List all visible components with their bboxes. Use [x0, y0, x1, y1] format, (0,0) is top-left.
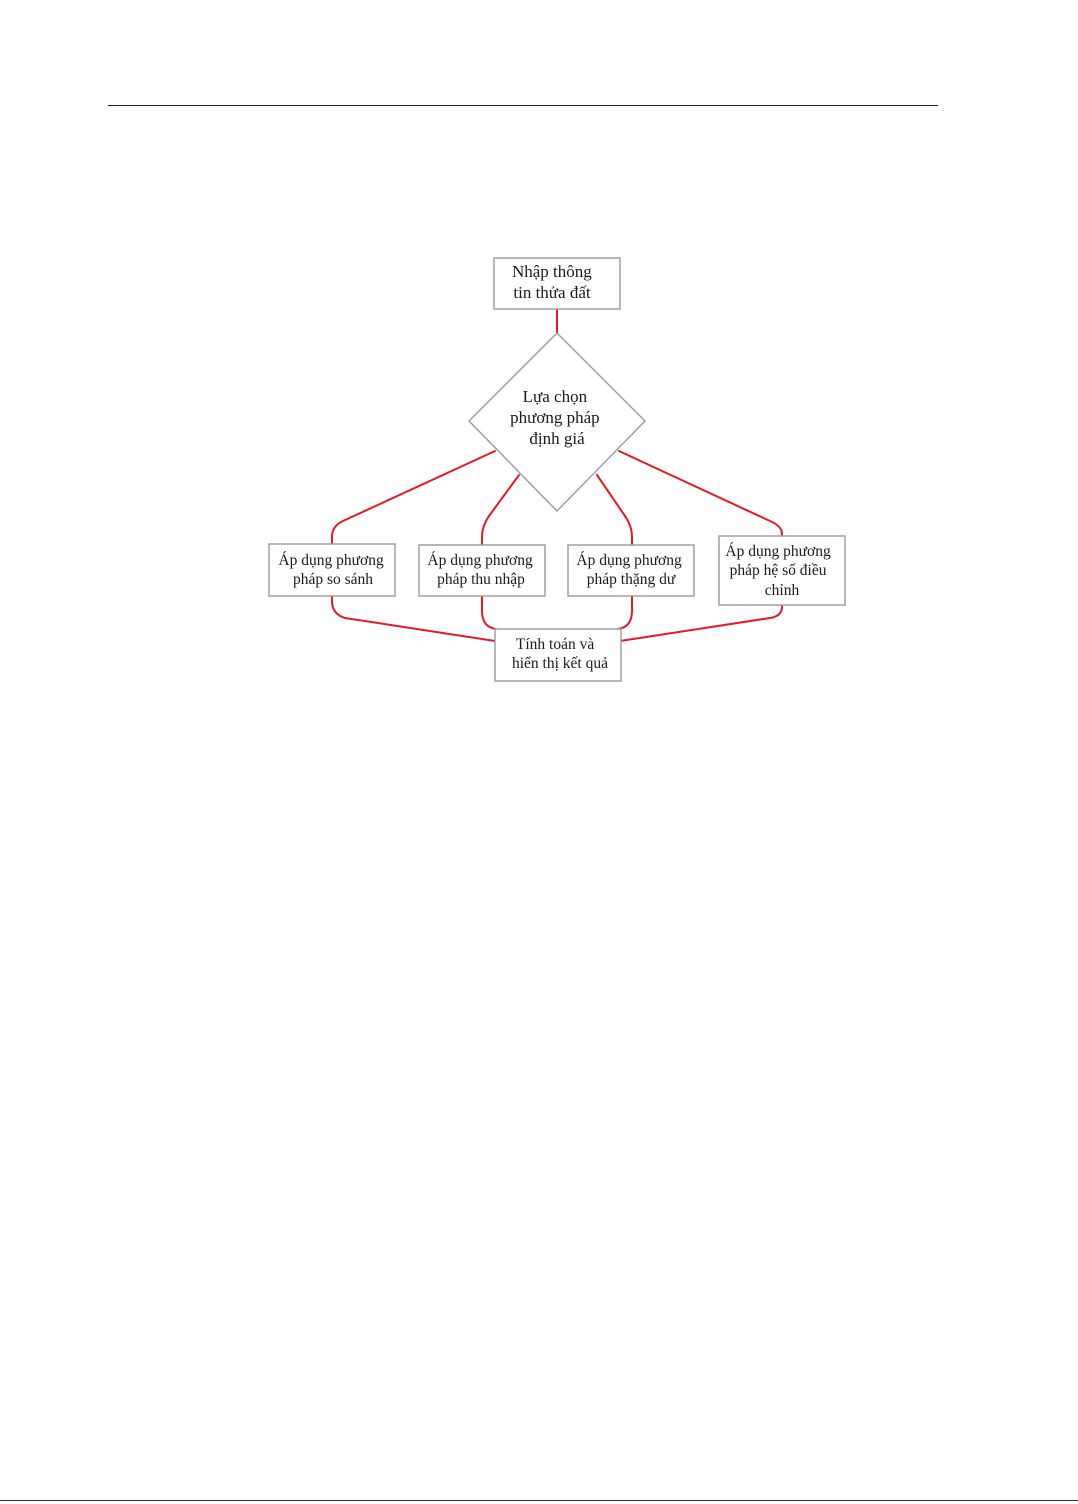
bottom-rule: [0, 1500, 1078, 1501]
edge-income-to-result: [482, 596, 496, 629]
label-line: Tính toán và: [515, 636, 595, 653]
edge-decision-to-residual: [597, 475, 632, 545]
label-line: Lựa chọn: [522, 387, 588, 406]
label-line: phương pháp: [510, 408, 600, 427]
label-line: Áp dụng phương: [725, 543, 831, 560]
label-line: Nhập thông: [511, 262, 592, 281]
node-decision: [469, 333, 645, 511]
node-method-residual: [568, 545, 694, 596]
label-line: hiển thị kết quả: [512, 655, 608, 672]
edge-decision-to-compare: [332, 451, 495, 544]
label-line: chỉnh: [764, 582, 800, 599]
label-line: tin thửa đất: [513, 283, 591, 302]
label-line: Áp dụng phương: [278, 552, 384, 569]
node-input: [494, 258, 620, 309]
node-method-compare: [269, 544, 395, 596]
node-result: [495, 629, 621, 681]
edge-compare-to-result: [332, 596, 495, 641]
edge-decision-to-income: [482, 475, 519, 545]
label-line: Áp dụng phương: [427, 552, 533, 569]
edge-decision-to-coefficient: [619, 451, 782, 536]
label-line: pháp hệ số điều: [729, 562, 827, 579]
label-line: pháp thặng dư: [586, 571, 676, 588]
label-line: pháp so sánh: [292, 571, 374, 588]
label-line: pháp thu nhập: [437, 571, 525, 588]
edge-coefficient-to-result: [620, 605, 782, 641]
node-method-coefficient: [719, 536, 845, 605]
edge-residual-to-result: [618, 596, 632, 629]
node-method-income: [419, 545, 545, 596]
label-line: Áp dụng phương: [576, 552, 682, 569]
label-line: định giá: [529, 429, 585, 448]
